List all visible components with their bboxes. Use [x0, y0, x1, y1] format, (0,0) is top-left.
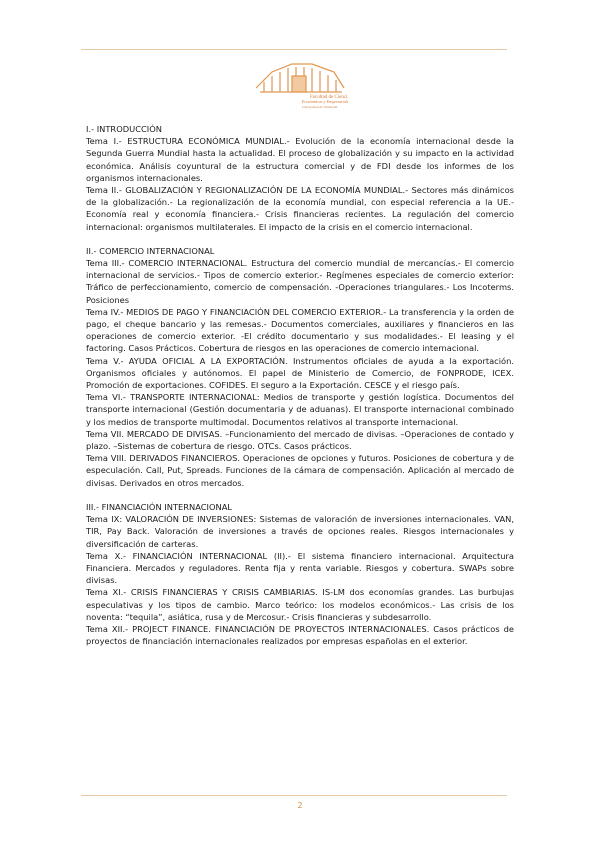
section-title: I.- INTRODUCCIÓN [86, 124, 162, 134]
logo-line2: Económicas y Empresariales [302, 99, 348, 104]
section-title: II.- COMERCIO INTERNACIONAL [86, 245, 215, 256]
topic-tema-12: Tema XII.- PROJECT FINANCE. FINANCIACIÓN DE PROYECTOS INTERNACIONALES. Casos prácticos de proyectos de financiación internacionales realizados por empresas españolas en el exterior. [86, 623, 514, 647]
header-rule [81, 49, 507, 50]
topic-tema-3: Tema III.- COMERCIO INTERNACIONAL. Estructura del comercio mundial de mercancías.- El comercio internacional de servicios.- Tipos de comercio exterior.- Regímenes especiales de comercio exterior: Tráfico de perfeccionamiento, comercio de compensación. -Operaciones triangulares.- Los Incoterms. Posiciones [86, 258, 514, 305]
topic-tema-8: Tema VIII. DERIVADOS FINANCIEROS. Operaciones de opciones y futuros. Posiciones de cobertura y de especulación. Call, Put, Spreads. Funciones de la cámara de compensación. Aplicación al mercado de divisas. Derivados en otros mercados. [86, 453, 514, 488]
topic-tema-5: Tema V.- AYUDA OFICIAL A LA EXPORTACIÓN. Instrumentos oficiales de ayuda a la exportación. Organismos oficiales y autónomos. El papel de Ministerio de Comercio, de FONPRODE, ICEX. Promoción de exportaciones. COFIDES. El seguro a la Exportación. CESCE y el riesgo país. [86, 355, 514, 391]
logo-line1: Facultad de Ciencias [310, 95, 348, 100]
faculty-logo [252, 58, 348, 110]
page-number: 2 [297, 801, 303, 810]
section-title: III.- FINANCIACIÓN INTERNACIONAL [86, 501, 233, 512]
footer-rule [81, 795, 507, 796]
syllabus-content [86, 123, 514, 647]
topic-tema-6: Tema VI.- TRANSPORTE INTERNACIONAL: Medios de transporte y gestión logística. Documentos del transporte internacional (Gestión documentaria y de aduanas). El transporte internacional combinado y los medios de transporte multimodal. Documentos relativos al transporte internacional. [86, 392, 514, 427]
building-logo-icon [252, 58, 348, 110]
topic-tema-11: Tema XI.- CRISIS FINANCIERAS Y CRISIS CAMBIARIAS. IS-LM dos economías grandes. Las burbujas especulativas y los tipos de cambio. Marco teórico: los modelos económicos.- Las crisis de los noventa: “tequila”, asiática, rusa y de Mercosur.- Crisis financieras y subdesarrollo. [86, 587, 514, 622]
topic-tema-1: Tema I.- ESTRUCTURA ECONÓMICA MUNDIAL.- Evolución de la economía internacional desde la Segunda Guerra Mundial hasta la actualidad. El proceso de globalización y su impacto en la actividad económica. Análisis coyuntural de la estructura comercial y de FDI desde los informes de los organismos internacionales. [86, 136, 514, 183]
topic-tema-4: Tema IV.- MEDIOS DE PAGO Y FINANCIACIÓN DEL COMERCIO EXTERIOR.- La transferencia y la orden de pago, el cheque bancario y las remesas.- Documentos comerciales, auxiliares y financieros en las operaciones de comercio exterior. -El crédito documentario y sus modalidades.- El leasing y el factoring. Casos Prácticos. Cobertura de riesgos en las operaciones de comercio internacional. [86, 306, 514, 354]
section-financiacion-internacional [86, 501, 514, 647]
logo-line3: Universidad de Valladolid [302, 105, 338, 109]
topic-tema-9: Tema IX: VALORACIÓN DE INVERSIONES: Sistemas de valoración de inversiones internacionales. VAN, TIR, Pay Back. Valoración de inversiones a través de opciones reales. Riesgos internacionales y diversificación de carteras. [86, 514, 514, 549]
section-comercio-internacional [86, 245, 514, 489]
topic-tema-10: Tema X.- FINANCIACIÓN INTERNACIONAL (II).- El sistema financiero internacional. Arquitectura Financiera. Mercados y reguladores. Renta fija y renta variable. Riesgos y cobertura. SWAPs sobre divisas. [86, 550, 514, 586]
topic-tema-7: Tema VII. MERCADO DE DIVISAS. –Funcionamiento del mercado de divisas. –Operaciones de contado y plazo. –Sistemas de cobertura de riesgo. OTCs. Casos prácticos. [86, 428, 514, 452]
section-introduccion [86, 123, 514, 233]
topic-tema-2: Tema II.- GLOBALIZACIÓN Y REGIONALIZACIÓN DE LA ECONOMÍA MUNDIAL.- Sectores más dinámicos de la globalización.- La regionalización de la economía mundial, con especial referencia a la UE.- Economía real y economía financiera.- Crisis financieras recientes. La regulación del comercio internacional: organismos multilaterales. El impacto de la crisis en el comercio internacional. [86, 185, 514, 232]
